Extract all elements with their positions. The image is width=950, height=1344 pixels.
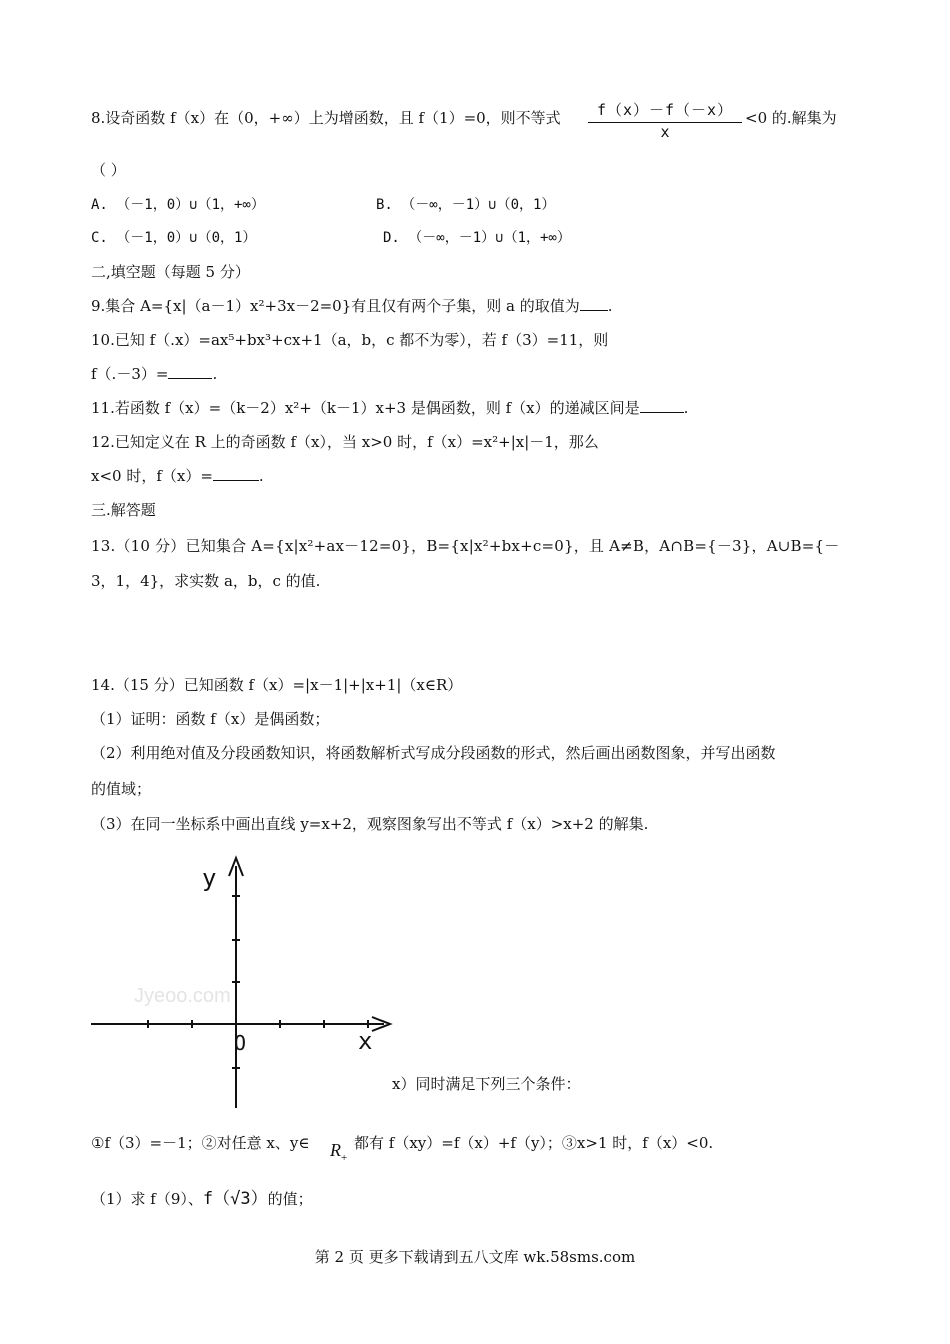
q10-line2 bbox=[91, 364, 217, 384]
q14-part2-line1: （2）利用绝对值及分段函数知识，将函数解析式写成分段函数的形式，然后画出函数图象，并写出函数 bbox=[91, 744, 776, 762]
q10-line2-text: f（.－3）= bbox=[91, 365, 169, 383]
q11 bbox=[91, 398, 688, 418]
q14-part3: （3）在同一坐标系中画出直线 y=x+2，观察图象写出不等式 f（x）>x+2 的解集. bbox=[91, 815, 649, 833]
q8-option-c: C. （－1，0）∪（0，1） bbox=[91, 230, 257, 246]
q14-part2-line2: 的值域； bbox=[91, 780, 152, 798]
set-r-plus bbox=[330, 1140, 347, 1164]
q15-part1 bbox=[91, 1189, 313, 1209]
page-footer: 第 2 页 更多下载请到五八文库 wk.58sms.com bbox=[314, 1248, 636, 1266]
q8-stem bbox=[91, 108, 561, 128]
set-r-symbol: R bbox=[330, 1140, 341, 1160]
graph-watermark: Jyeoo.com bbox=[134, 985, 231, 1007]
q8-option-d: D. （－∞，－1）∪（1，+∞） bbox=[383, 230, 571, 246]
q12-blank bbox=[213, 466, 259, 481]
q10-line1: 10.已知 f（.x）=ax⁵+bx³+cx+1（a，b，c 都不为零），若 f（3）=11，则 bbox=[91, 331, 609, 349]
q8-option-a: A. （－1，0）∪（1，+∞） bbox=[91, 197, 265, 213]
q13-line2: 3，1，4}，求实数 a，b，c 的值. bbox=[91, 572, 321, 590]
q15-conditions bbox=[91, 1133, 309, 1153]
q11-end: . bbox=[683, 399, 689, 417]
q15-tail: x）同时满足下列三个条件： bbox=[392, 1075, 581, 1093]
q15-part1-a: （1）求 f（9）、 bbox=[91, 1190, 203, 1208]
coordinate-graph bbox=[88, 852, 398, 1114]
q10-end: . bbox=[212, 365, 218, 383]
q11-text: 11.若函数 f（x）=（k－2）x²+（k－1）x+3 是偶函数，则 f（x）的递减区间是 bbox=[91, 399, 640, 417]
q12-line1: 12.已知定义在 R 上的奇函数 f（x），当 x>0 时，f（x）=x²+|x|－1，那么 bbox=[91, 433, 599, 451]
q8-text-before: 8.设奇函数 f（x）在（0，+∞）上为增函数，且 f（1）=0，则不等式 bbox=[91, 109, 561, 127]
origin-label: O bbox=[234, 1031, 247, 1055]
set-r-sub: + bbox=[341, 1152, 348, 1164]
q8-frac-denominator: x bbox=[660, 123, 670, 141]
q9-end: . bbox=[607, 297, 613, 315]
q8-text-after: <0 的.解集为 bbox=[745, 109, 837, 127]
q13-line1: 13.（10 分）已知集合 A={x|x²+ax－12=0}，B={x|x²+bx+c=0}，且 A≠B，A∩B={－3}，A∪B={－ bbox=[91, 537, 840, 555]
q15-part1-b: 的值； bbox=[267, 1190, 313, 1208]
q8-option-b: B. （－∞，－1）∪（0，1） bbox=[376, 197, 556, 213]
section-answer-heading: 三.解答题 bbox=[91, 501, 156, 519]
y-axis-label: y bbox=[202, 864, 217, 892]
q12-line2-text: x<0 时，f（x）= bbox=[91, 467, 213, 485]
q14-head: 14.（15 分）已知函数 f（x）=|x－1|+|x+1|（x∈R） bbox=[91, 676, 463, 694]
q9-text: 9.集合 A={x|（a－1）x²+3x－2=0}有且仅有两个子集，则 a 的取值为 bbox=[91, 297, 580, 315]
q15-cond-a: ①f（3）=－1；②对任意 x、y∈ bbox=[91, 1134, 310, 1152]
q15-part1-f: f（√3） bbox=[202, 1189, 268, 1209]
q8-frac-numerator: f（x）－f（－x） bbox=[596, 101, 734, 119]
q12-line2 bbox=[91, 466, 264, 486]
q15-cond-b: 都有 f（xy）=f（x）+f（y）；③x>1 时，f（x）<0. bbox=[354, 1134, 714, 1152]
q11-blank bbox=[640, 398, 684, 413]
q10-blank bbox=[168, 364, 212, 379]
q14-part1: （1）证明：函数 f（x）是偶函数； bbox=[91, 710, 330, 728]
q12-end: . bbox=[258, 467, 264, 485]
q8-fraction bbox=[588, 99, 742, 141]
q8-paren: （ ） bbox=[91, 161, 126, 179]
section-fill-blank-heading: 二,填空题（每题 5 分） bbox=[91, 263, 250, 281]
q9-blank bbox=[580, 296, 608, 311]
x-axis-label: x bbox=[358, 1027, 373, 1055]
q9 bbox=[91, 296, 613, 316]
